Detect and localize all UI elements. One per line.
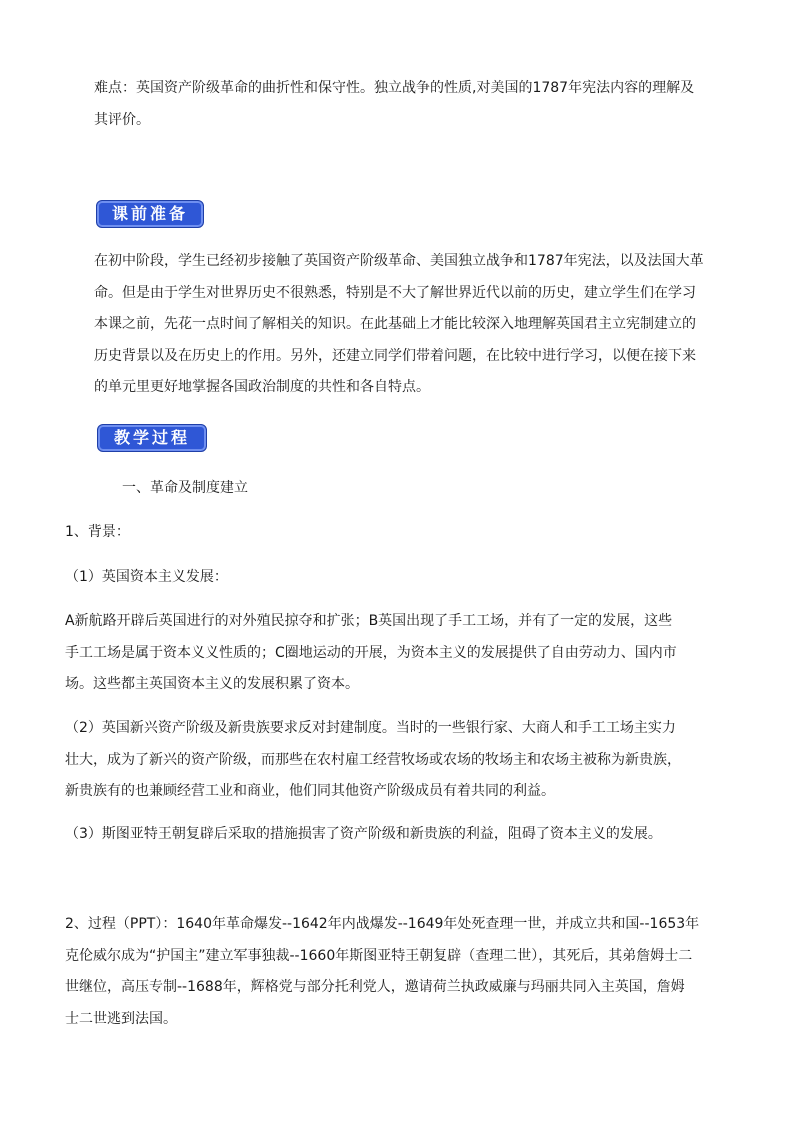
text-line: （3）斯图亚特王朝复辟后采取的措施损害了资产阶级和新贵族的利益，阻碍了资本主义的发展。	[65, 826, 662, 842]
item1-paragraph	[65, 606, 725, 701]
text-line: 历史背景以及在历史上的作用。另外，还建立同学们带着问题，在比较中进行学习，以便在接下来	[94, 347, 696, 364]
prep-paragraph	[94, 246, 714, 404]
text-line: 难点：英国资产阶级革命的曲折性和保守性。独立战争的性质,对美国的1787年宪法内容的理解及	[94, 80, 695, 96]
text-line: 世继位，高压专制--1688年，辉格党与部分托利党人，邀请荷兰执政威廉与玛丽共同入主英国，詹姆	[65, 979, 685, 995]
text-line: 其评价。	[94, 111, 150, 128]
text-line: 新贵族有的也兼顾经营工业和商业，他们同其他资产阶级成员有着共同的利益。	[65, 783, 555, 799]
item3-paragraph	[65, 819, 725, 851]
text-line: 士二世逃到法国。	[65, 1010, 177, 1027]
section-heading-process: 教学过程	[97, 424, 207, 452]
text-line: 克伦威尔成为“护国主”建立军事独裁--1660年斯图亚特王朝复辟（查理二世），其死后，其弟詹姆士二	[65, 947, 693, 964]
text-line: 在初中阶段，学生已经初步接触了英国资产阶级革命、美国独立战争和1787年宪法，以及法国大革	[94, 253, 704, 269]
text-line: 手工工场是属于资本义义性质的；C圈地运动的开展，为资本主义的发展提供了自由劳动力、国内市	[65, 644, 677, 661]
subheading-revolution: 一、革命及制度建立	[122, 480, 248, 496]
text-line: 命。但是由于学生对世界历史不很熟悉，特别是不大了解世界近代以前的历史，建立学生们在学习	[94, 284, 696, 301]
text-line: 壮大，成为了新兴的资产阶级，而那些在农村雇工经营牧场或农场的牧场主和农场主被称为新贵族，	[65, 751, 681, 768]
section-heading-prep: 课前准备	[96, 200, 204, 228]
text-line: 场。这些都主英国资本主义的发展积累了资本。	[65, 676, 359, 692]
item1-title: （1）英国资本主义发展：	[65, 569, 228, 585]
text-line: 本课之前，先花一点时间了解相关的知识。在此基础上才能比较深入地理解英国君主立宪制建立的	[94, 316, 696, 332]
difficulty-paragraph	[94, 73, 714, 136]
text-line: （2）英国新兴资产阶级及新贵族要求反对封建制度。当时的一些银行家、大商人和手工工场主实力	[65, 720, 676, 736]
text-line: 的单元里更好地掌握各国政治制度的共性和各自特点。	[94, 379, 430, 395]
text-line: A新航路开辟后英国进行的对外殖民掠夺和扩张；B英国出现了手工工场，并有了一定的发展，这些	[65, 613, 673, 629]
background-title: 1、背景：	[65, 524, 130, 540]
text-line: 2、过程（PPT）：1640年革命爆发--1642年内战爆发--1649年处死查理一世，并成立共和国--1653年	[65, 916, 700, 932]
item2-paragraph	[65, 713, 725, 808]
process-paragraph	[65, 909, 725, 1035]
